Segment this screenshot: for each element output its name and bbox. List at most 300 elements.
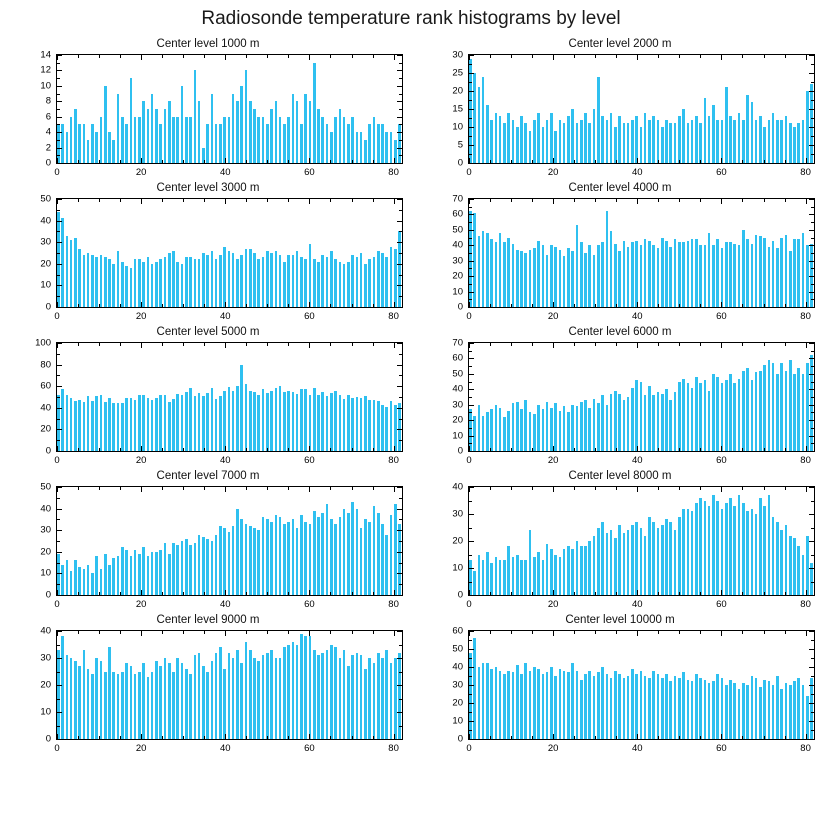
bar <box>326 124 329 163</box>
bar <box>373 506 376 595</box>
bar <box>542 127 545 163</box>
bar <box>512 244 515 307</box>
bar <box>351 502 354 595</box>
bar <box>644 536 647 595</box>
bar <box>627 397 630 451</box>
bar <box>100 395 103 451</box>
bar <box>759 687 762 739</box>
bar <box>228 251 231 307</box>
panel-title: Center level 5000 m <box>156 326 260 338</box>
bar <box>631 669 634 739</box>
bar <box>490 669 493 739</box>
bar <box>751 244 754 307</box>
bar <box>499 116 502 163</box>
bar <box>138 554 141 595</box>
bar <box>283 124 286 163</box>
bar <box>57 212 60 307</box>
bar <box>631 388 634 451</box>
bar <box>270 109 273 163</box>
bar <box>326 650 329 739</box>
bar <box>776 248 779 307</box>
bar <box>57 124 60 163</box>
bar <box>253 658 256 739</box>
bar <box>490 563 493 595</box>
bar <box>185 257 188 307</box>
bar <box>223 247 226 307</box>
bar <box>473 416 476 451</box>
y-tick-label: 14 <box>40 49 51 61</box>
bar <box>763 365 766 451</box>
bar <box>87 140 90 163</box>
bar <box>66 395 69 451</box>
bar <box>593 676 596 739</box>
bar <box>108 647 111 739</box>
bar <box>618 116 621 163</box>
y-tick-label: 30 <box>452 508 463 520</box>
x-tick-label: 80 <box>800 167 811 178</box>
bar <box>168 402 171 451</box>
bar <box>537 113 540 163</box>
chart-panel <box>8 614 408 759</box>
bar <box>211 251 214 307</box>
bar <box>695 674 698 739</box>
y-tick-label: 30 <box>452 679 463 691</box>
bar <box>321 513 324 595</box>
bar <box>215 535 218 595</box>
bar <box>524 560 527 595</box>
bar <box>223 669 226 739</box>
bar <box>473 73 476 163</box>
bar <box>584 400 587 451</box>
bar <box>347 124 350 163</box>
bar <box>550 408 553 451</box>
bar <box>699 245 702 307</box>
bar <box>257 530 260 595</box>
panel-title: Center level 6000 m <box>568 326 672 338</box>
bar <box>138 117 141 163</box>
bar <box>746 95 749 163</box>
bar <box>482 231 485 307</box>
bar <box>657 392 660 451</box>
y-tick <box>809 451 814 452</box>
bar <box>635 380 638 451</box>
bar <box>142 262 145 307</box>
bar <box>682 672 685 739</box>
bar <box>623 678 626 739</box>
bar <box>512 672 515 739</box>
bar <box>185 539 188 595</box>
y-tick <box>57 451 62 452</box>
bar <box>708 233 711 307</box>
bar <box>469 59 472 163</box>
bar <box>151 672 154 740</box>
bar <box>147 257 150 307</box>
bar <box>776 120 779 163</box>
bar <box>339 658 342 739</box>
y-tick-label: 80 <box>40 359 51 371</box>
bar <box>618 525 621 595</box>
bar <box>78 666 81 739</box>
bar <box>516 127 519 163</box>
bar <box>661 678 664 739</box>
bar <box>262 257 265 307</box>
bar <box>309 395 312 451</box>
x-tick-label: 40 <box>219 311 231 322</box>
bar <box>601 116 604 163</box>
bar <box>567 412 570 451</box>
bar <box>74 109 77 163</box>
bar <box>228 653 231 739</box>
bar <box>347 262 350 307</box>
plot-area <box>40 481 403 610</box>
bar <box>364 519 367 595</box>
chart-panel <box>8 38 408 183</box>
bar <box>785 525 788 595</box>
bar <box>330 132 333 163</box>
bar <box>275 515 278 595</box>
bar <box>66 236 69 307</box>
bar <box>593 399 596 451</box>
bar <box>678 678 681 739</box>
bar <box>657 528 660 596</box>
y-tick-label: 0 <box>457 445 463 457</box>
bar <box>279 658 282 739</box>
bar <box>567 248 570 307</box>
bar <box>74 238 77 307</box>
bar <box>61 389 64 451</box>
bar <box>678 517 681 595</box>
bar <box>546 120 549 163</box>
bar <box>287 645 290 740</box>
bar <box>503 417 506 451</box>
bar <box>631 525 634 595</box>
bar <box>262 117 265 163</box>
y-tick-label: 60 <box>452 208 463 220</box>
bar <box>695 503 698 595</box>
bar <box>377 401 380 451</box>
bar <box>627 247 630 307</box>
x-tick-label: 60 <box>716 167 727 178</box>
y-tick-label: 12 <box>40 64 51 76</box>
bar <box>669 400 672 451</box>
bar <box>742 371 745 451</box>
bar <box>486 105 489 163</box>
bar <box>287 117 290 163</box>
bar <box>542 560 545 595</box>
bar <box>339 262 342 307</box>
bar <box>712 105 715 163</box>
bar <box>742 503 745 595</box>
bar <box>385 132 388 163</box>
bar <box>194 70 197 163</box>
bar <box>211 94 214 163</box>
bar <box>576 225 579 307</box>
bar <box>95 556 98 595</box>
bar <box>172 251 175 307</box>
bar <box>398 653 401 739</box>
bar <box>546 672 549 739</box>
bar <box>368 259 371 307</box>
bar <box>512 557 515 595</box>
x-tick-label: 40 <box>631 311 643 322</box>
bar <box>524 253 527 307</box>
bar <box>147 556 150 595</box>
bar <box>473 213 476 307</box>
bar <box>147 398 150 451</box>
bar <box>381 658 384 739</box>
bar <box>593 255 596 307</box>
bar <box>559 557 562 595</box>
bar <box>275 251 278 307</box>
bar <box>746 511 749 595</box>
bar <box>661 238 664 307</box>
bar <box>806 91 809 163</box>
y-tick-label: 40 <box>40 625 51 637</box>
bar <box>138 259 141 307</box>
bar <box>593 536 596 595</box>
bar <box>797 678 800 739</box>
bar <box>317 655 320 739</box>
bar <box>529 530 532 595</box>
bar <box>580 242 583 307</box>
bar <box>623 123 626 163</box>
bar <box>495 405 498 451</box>
bar <box>236 386 239 451</box>
bar <box>546 544 549 595</box>
bar <box>610 231 613 307</box>
bar <box>627 530 630 595</box>
bar <box>708 391 711 451</box>
bar <box>130 78 133 163</box>
bar <box>793 538 796 595</box>
bar-series <box>469 631 814 739</box>
bar-series <box>57 55 402 163</box>
bar <box>580 546 583 595</box>
bar <box>296 528 299 595</box>
bar <box>695 377 698 451</box>
x-tick-label: 80 <box>388 455 399 466</box>
bar-series <box>469 343 814 451</box>
bar <box>249 650 252 739</box>
bar <box>516 250 519 307</box>
bar <box>385 650 388 739</box>
bar <box>219 647 222 739</box>
bar <box>704 501 707 596</box>
bar <box>708 506 711 595</box>
bar <box>618 251 621 307</box>
bar <box>245 70 248 163</box>
bar <box>100 661 103 739</box>
bar <box>682 242 685 307</box>
bar <box>669 522 672 595</box>
bar <box>95 396 98 451</box>
bar <box>759 371 762 451</box>
bar <box>121 117 124 163</box>
bar <box>360 528 363 595</box>
bar <box>351 117 354 163</box>
chart-panel <box>420 614 820 759</box>
bar <box>469 560 472 595</box>
bar <box>495 667 498 739</box>
bar <box>240 519 243 595</box>
bar <box>279 517 282 595</box>
y-tick <box>809 595 814 596</box>
y-tick-label: 40 <box>40 503 51 515</box>
bar <box>321 392 324 451</box>
y-tick-label: 20 <box>452 697 463 709</box>
x-tick-label: 20 <box>547 167 559 178</box>
bar <box>87 396 90 451</box>
bar <box>704 680 707 739</box>
bar <box>373 257 376 307</box>
bar <box>343 509 346 595</box>
bar <box>751 676 754 739</box>
bar <box>95 132 98 163</box>
bar <box>317 395 320 451</box>
y-tick-label: 50 <box>452 368 463 380</box>
bar <box>554 555 557 596</box>
bar <box>262 517 265 595</box>
bar <box>283 524 286 595</box>
bar <box>206 672 209 740</box>
bar <box>648 241 651 307</box>
bar <box>469 409 472 451</box>
bar <box>185 669 188 739</box>
bar <box>584 113 587 163</box>
bar <box>682 509 685 595</box>
bar <box>70 658 73 739</box>
bar <box>704 380 707 451</box>
bar <box>567 116 570 163</box>
bar <box>292 519 295 595</box>
bar <box>304 522 307 595</box>
bar <box>597 672 600 739</box>
bar <box>755 235 758 308</box>
bar <box>313 511 316 595</box>
bar <box>194 396 197 451</box>
y-tick <box>809 163 814 164</box>
y-tick-label: 100 <box>35 337 51 349</box>
bar <box>588 541 591 595</box>
chart-panel <box>420 470 820 615</box>
bar <box>321 653 324 739</box>
bar <box>614 671 617 739</box>
bar <box>746 239 749 307</box>
bar <box>482 77 485 163</box>
bar <box>576 406 579 451</box>
y-tick-label: 40 <box>452 481 463 493</box>
bar <box>309 101 312 163</box>
bar <box>563 406 566 451</box>
plot-area <box>40 49 403 178</box>
bar <box>377 251 380 307</box>
bar-series <box>469 55 814 163</box>
bar <box>198 101 201 163</box>
bar <box>300 124 303 163</box>
bar <box>394 405 397 451</box>
x-tick-label: 0 <box>54 743 60 754</box>
bar <box>176 545 179 595</box>
bar <box>343 399 346 451</box>
bar <box>130 556 133 595</box>
bar <box>206 539 209 595</box>
y-tick <box>57 163 62 164</box>
bar <box>785 371 788 451</box>
bar <box>339 395 342 451</box>
bar <box>576 123 579 163</box>
x-tick-label: 0 <box>466 743 472 754</box>
panel-title: Center level 9000 m <box>156 614 260 626</box>
bar <box>334 259 337 307</box>
x-tick-label: 40 <box>219 455 231 466</box>
bar <box>648 678 651 739</box>
bar <box>469 653 472 739</box>
bar <box>377 513 380 595</box>
bar <box>729 680 732 739</box>
x-tick-label: 0 <box>466 167 472 178</box>
bar <box>699 383 702 451</box>
bar <box>236 650 239 739</box>
bar <box>394 504 397 595</box>
bar <box>627 123 630 163</box>
bar <box>806 245 809 307</box>
bar <box>490 239 493 307</box>
bar <box>339 109 342 163</box>
bar <box>147 677 150 739</box>
bar <box>134 259 137 307</box>
bar <box>674 239 677 307</box>
bar <box>563 256 566 307</box>
bar <box>687 241 690 307</box>
bar <box>292 94 295 163</box>
bar <box>529 250 532 307</box>
bar <box>772 241 775 307</box>
bar <box>223 391 226 451</box>
bar <box>738 495 741 595</box>
y-tick-label: 20 <box>452 535 463 547</box>
bar <box>57 554 60 595</box>
bar <box>593 109 596 163</box>
y-tick-label: 10 <box>40 80 51 92</box>
bar <box>381 524 384 595</box>
bar <box>283 647 286 739</box>
bar <box>381 405 384 451</box>
bar <box>257 117 260 163</box>
bar <box>219 396 222 451</box>
bar <box>524 123 527 163</box>
bar <box>482 560 485 595</box>
bar <box>780 689 783 739</box>
bar <box>317 517 320 595</box>
bar <box>482 663 485 739</box>
bar <box>206 393 209 451</box>
bar <box>576 541 579 595</box>
y-tick-label: 20 <box>40 423 51 435</box>
bar <box>793 681 796 739</box>
bar <box>155 661 158 739</box>
bar <box>810 678 813 739</box>
bar <box>300 389 303 451</box>
bar <box>499 233 502 307</box>
bar <box>360 398 363 451</box>
bar <box>738 245 741 307</box>
bar <box>61 636 64 739</box>
bar <box>640 528 643 596</box>
bar <box>176 394 179 451</box>
x-tick-label: 0 <box>54 167 60 178</box>
x-tick-label: 0 <box>54 311 60 322</box>
bar <box>780 530 783 595</box>
